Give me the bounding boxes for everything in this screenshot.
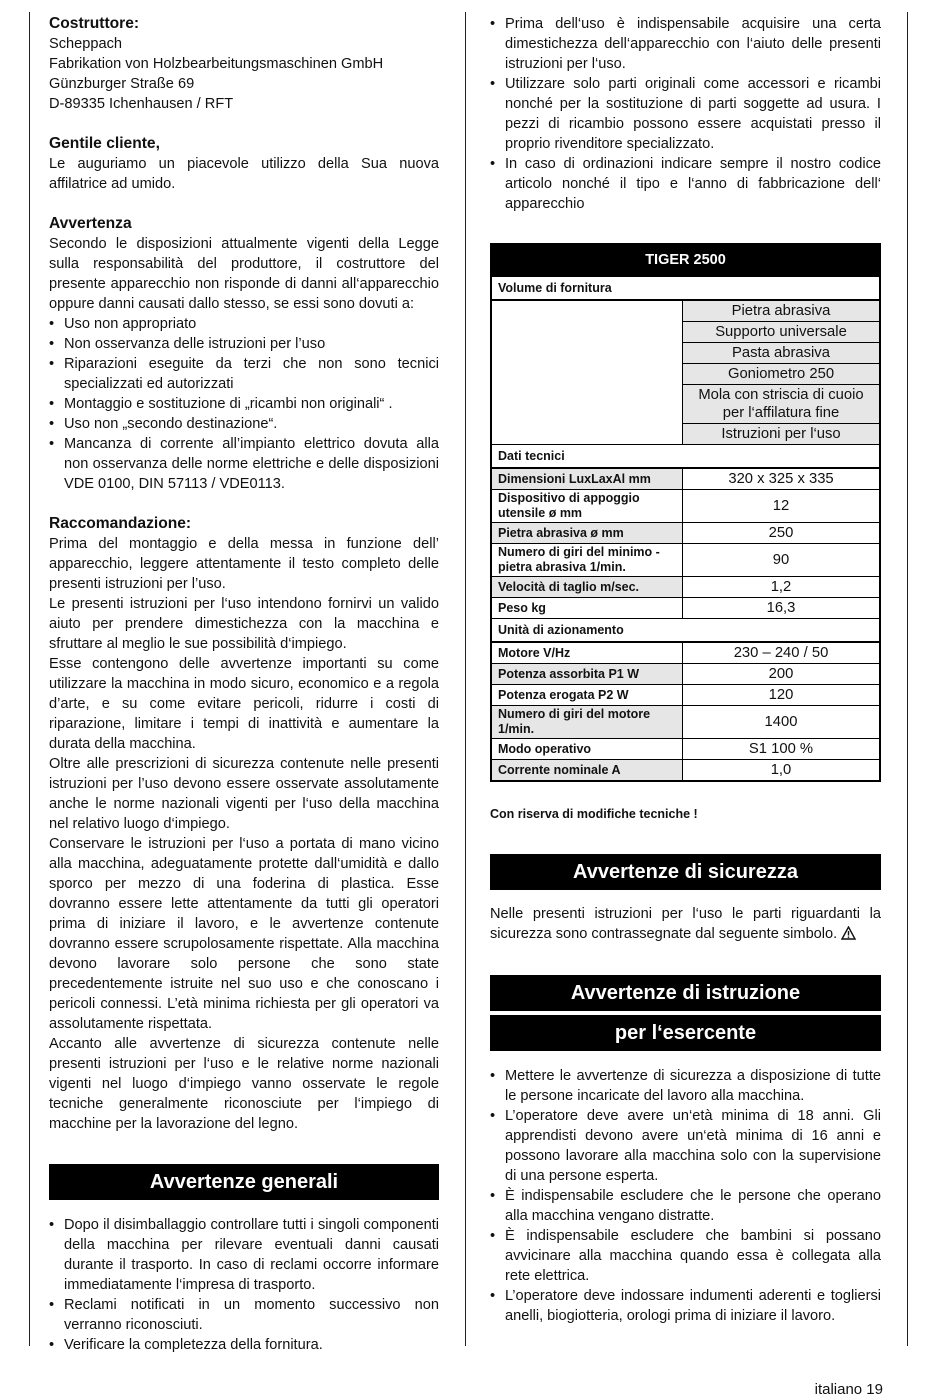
list-item: • L’operatore deve indossare indumenti aderenti e togliersi anelli, biogiotteria, orologi prima di iniziare il lavoro. (490, 1286, 881, 1326)
recommendation-paragraph: Prima del montaggio e della messa in funzione dell’ apparecchio, leggere attentamente il testo completo delle presenti istruzioni per l’uso. (49, 536, 439, 592)
spec-label: Dispositivo di appoggio utensile ø mm (491, 490, 683, 523)
table-row (491, 664, 880, 685)
spec-value: 200 (683, 664, 881, 685)
spec-value: 250 (683, 523, 881, 544)
usage-notes-list (490, 14, 881, 214)
list-item: • Dopo il disimballaggio controllare tutti i singoli componenti della macchina per rilevare eventuali danni causati durante il trasporto. In caso di reclami occorre informare immediatamente l‘impresa di trasporto. (49, 1215, 439, 1295)
page-number: italiano 19 (814, 1381, 883, 1398)
list-item: • È indispensabile escludere che le persone che operano alla macchina vengano distratte. (490, 1186, 881, 1226)
list-item: • In caso di ordinazioni indicare sempre il nostro codice articolo nonché il tipo e l‘anno di fabbricazione dell‘ apparecchio (490, 154, 881, 214)
left-column (49, 14, 439, 1355)
column-divider (465, 12, 466, 1346)
spec-label: Velocità di taglio m/sec. (491, 577, 683, 598)
list-item: • Riparazioni eseguite da terzi che non sono tecnici specializzati ed autorizzati (49, 354, 439, 394)
recommendation-heading: Raccomandazione: (49, 515, 192, 532)
general-warnings-banner: Avvertenze generali (49, 1164, 439, 1200)
spec-table-title: TIGER 2500 (491, 244, 880, 276)
safety-text (490, 904, 881, 946)
table-row (491, 706, 880, 739)
spec-value: 230 – 240 / 50 (683, 642, 881, 664)
technical-changes-note: Con riserva di modifiche tecniche ! (490, 807, 698, 821)
spec-value: 16,3 (683, 598, 881, 619)
spec-table (490, 243, 881, 782)
left-border-rule (29, 12, 30, 1346)
table-row (491, 544, 880, 577)
list-item: • Verificare la completezza della fornitura. (49, 1335, 439, 1355)
table-row (491, 523, 880, 544)
general-warnings-list (49, 1215, 439, 1355)
table-row (491, 490, 880, 523)
delivery-item: Supporto universale (683, 322, 881, 343)
tech-heading: Dati tecnici (491, 445, 880, 469)
safety-text-content: Nelle presenti istruzioni per l‘uso le parti riguardanti la sicurezza sono contrassegnate dal seguente simbolo. (490, 906, 881, 942)
delivery-item: Pietra abrasiva (683, 300, 881, 322)
list-item: • Non osservanza delle istruzioni per l’uso (49, 334, 439, 354)
table-row (491, 577, 880, 598)
list-item: • Mettere le avvertenze di sicurezza a disposizione di tutte le persone incaricate del lavoro alla macchina. (490, 1066, 881, 1106)
spec-label: Motore V/Hz (491, 642, 683, 664)
address-line: Scheppach (49, 36, 123, 52)
recommendation-paragraph: Accanto alle avvertenze di sicurezza contenute nelle presenti istruzioni per l‘uso e le relative norme nazionali vigenti nel luogo d‘impiego vanno osservate le regole tecniche generalmente riconosciute per l‘impiego di macchine per la lavorazione del legno. (49, 1036, 439, 1132)
spec-label: Potenza erogata P2 W (491, 685, 683, 706)
list-item: • Utilizzare solo parti originali come accessori e ricambi nonché per la sostituzione di parti soggette ad usura. I pezzi di ricambio possono essere acquistati presso il proprio rivenditore specializzato. (490, 74, 881, 154)
list-item: • È indispensabile escludere che bambini si possano avvicinare alla macchina quando essa è collegata alla rete elettrica. (490, 1226, 881, 1286)
table-row (491, 468, 880, 490)
spec-value: 12 (683, 490, 881, 523)
spec-label: Peso kg (491, 598, 683, 619)
drive-heading: Unità di azionamento (491, 619, 880, 643)
greeting-text: Le auguriamo un piacevole utilizzo della Sua nuova affilatrice ad umido. (49, 156, 439, 192)
table-row (491, 642, 880, 664)
spec-value: 120 (683, 685, 881, 706)
spec-value: 1,2 (683, 577, 881, 598)
spec-value: S1 100 % (683, 739, 881, 760)
table-row (491, 739, 880, 760)
operator-banner-line2: per l‘esercente (490, 1015, 881, 1051)
spec-value: 1,0 (683, 760, 881, 782)
warning-text: Secondo le disposizioni attualmente vigenti della Legge sulla responsabilità del produttore, il costruttore del presente apparecchio non risponde di danni all‘apparecchio oppure danni causati dallo stesso, se essi sono dovuti a: (49, 236, 439, 312)
spec-value: 90 (683, 544, 881, 577)
delivery-item: Pasta abrasiva (683, 343, 881, 364)
spec-label: Potenza assorbita P1 W (491, 664, 683, 685)
warning-heading: Avvertenza (49, 215, 132, 232)
delivery-item: Istruzioni per l‘uso (683, 424, 881, 445)
recommendation-paragraph: Oltre alle prescrizioni di sicurezza contenute nelle presenti istruzioni per l’uso devono essere osservate assolutamente anche le norme nazionali vigenti per l‘uso della macchina nel relativo luogo d‘impiego. (49, 756, 439, 832)
spec-label: Numero di giri del motore 1/min. (491, 706, 683, 739)
list-item: • Prima dell‘uso è indispensabile acquisire una certa dimestichezza dell‘apparecchio con l‘aiuto delle presenti istruzioni per l‘uso. (490, 14, 881, 74)
delivery-heading: Volume di fornitura (491, 276, 880, 300)
delivery-item: Mola con striscia di cuoio per l‘affilatura fine (683, 385, 881, 424)
address-line: D-89335 Ichenhausen / RFT (49, 96, 234, 112)
list-item: • Mancanza di corrente all’impianto elettrico dovuta alla non osservanza delle norme elettriche e delle disposizioni VDE 0100, DIN 57113 / VDE0113. (49, 434, 439, 494)
right-column (490, 14, 881, 1326)
list-item: • L’operatore deve avere un‘età minima di 18 anni. Gli apprendisti devono avere un‘età minima di 16 anni e possono lavorare alla macchina solo con la supervisione di una persone esperta. (490, 1106, 881, 1186)
recommendation-paragraph: Esse contengono delle avvertenze importanti su come utilizzare la macchina in modo sicuro, economico e a regola d’arte, e su come evitare pericoli, ridurre i costi di riparazione, limitare i tempi di inattività e aumentare la durata della macchina. (49, 656, 439, 752)
warning-list (49, 314, 439, 494)
spec-label: Modo operativo (491, 739, 683, 760)
spec-value: 1400 (683, 706, 881, 739)
warning-triangle-icon (841, 926, 856, 946)
manufacturer-address (49, 34, 439, 114)
spec-label: Numero di giri del minimo - pietra abrasiva 1/min. (491, 544, 683, 577)
list-item: • Uso non „secondo destinazione“. (49, 414, 439, 434)
recommendation-paragraph: Le presenti istruzioni per l‘uso intendono fornirvi un valido aiuto per prendere dimestichezza con la macchina e sfruttare al meglio le sue possibilità d‘impiego. (49, 596, 439, 652)
spec-value: 320 x 325 x 335 (683, 468, 881, 490)
list-item: • Uso non appropriato (49, 314, 439, 334)
address-line: Günzburger Straße 69 (49, 76, 195, 92)
spec-label: Corrente nominale A (491, 760, 683, 782)
operator-banner-line1: Avvertenze di istruzione (490, 975, 881, 1011)
spec-label: Pietra abrasiva ø mm (491, 523, 683, 544)
delivery-item: Goniometro 250 (683, 364, 881, 385)
greeting-heading: Gentile cliente, (49, 135, 160, 152)
address-line: Fabrikation von Holzbearbeitungsmaschinen GmbH (49, 56, 384, 72)
delivery-blank-cell (491, 300, 683, 445)
table-row (491, 685, 880, 706)
operator-list (490, 1066, 881, 1326)
table-row (491, 760, 880, 782)
list-item: • Reclami notificati in un momento successivo non verranno riconosciuti. (49, 1295, 439, 1335)
manufacturer-heading: Costruttore: (49, 15, 140, 32)
safety-banner: Avvertenze di sicurezza (490, 854, 881, 890)
right-border-rule (907, 12, 908, 1346)
table-row (491, 598, 880, 619)
list-item: • Montaggio e sostituzione di „ricambi non originali“ . (49, 394, 439, 414)
spec-label: Dimensioni LuxLaxAl mm (491, 468, 683, 490)
recommendation-paragraph: Conservare le istruzioni per l‘uso a portata di mano vicino alla macchina, adeguatamente protette dall‘umidità e dallo sporco per mezzo di una foderina di plastica. Esse dovranno essere lette attentamente da tutti gli operatori prima di iniziare il lavoro, e le avvertenze contenute dovranno essere scrupolosamente rispettate. Alla macchina devono lavorare solo persone che sono state precedentemente istruite nel suo uso e che conoscano i pericoli connessi. L’età minima richiesta per gli operatori va assolutamente rispettata. (49, 836, 439, 1032)
